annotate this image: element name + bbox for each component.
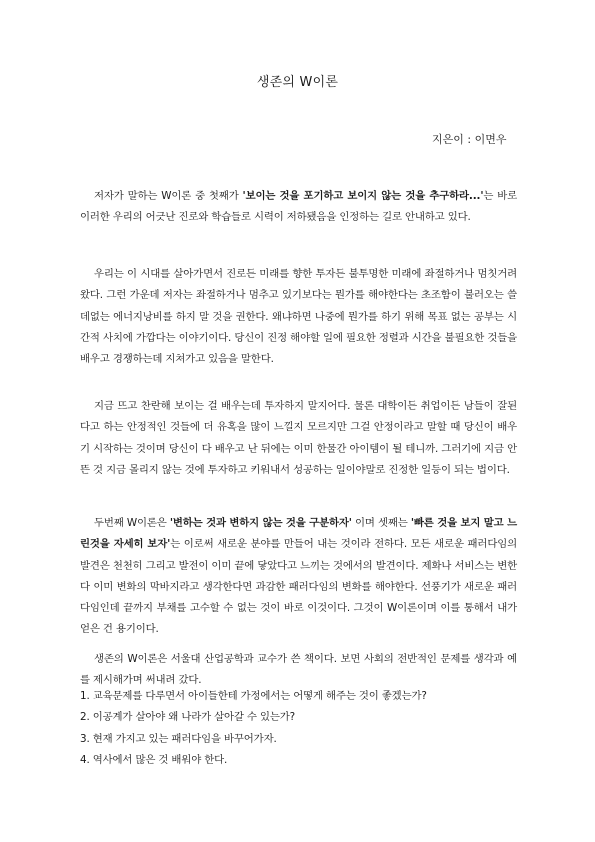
list-item: 1. 교육문제를 다루면서 아이들한테 가정에서는 어떻게 해주는 것이 좋겠는가? xyxy=(80,690,427,702)
paragraph-4 xyxy=(80,513,517,641)
paragraph-4-text-a: 두번째 W이론은 xyxy=(94,517,170,529)
paragraph-5: 생존의 W이론은 서울대 산업공학과 교수가 쓴 책이다. 보면 사회의 전반적인 문제를 생각과 예를 제시해가며 써내려 갔다. xyxy=(80,653,517,687)
list-item: 2. 이공계가 살아야 왜 나라가 살아갈 수 있는가? xyxy=(80,711,296,724)
paragraph-4-bold-2: '빠른 것을 보지 말고 느린것을 자세히 보자' xyxy=(80,517,517,551)
paragraph-3: 지금 뜨고 찬란해 보이는 걸 배우는데 투자하지 말지어다. 물론 대학이든 취업이든 남들이 잘된다고 하는 안정적인 것들에 더 유혹을 많이 느낄지 모르지만 그걸 안정이라고 말할 때 당신이 배우기 시작하는 것이며 당신이 다 배우고 난 뒤에는 이미 한물간 아이템이 될 테니까. 그러기에 지금 안뜬 것 지금 몰리지 않는 것에 투자하고 키워내서 성공하는 일이야말로 진정한 일등이 되는 법이다. xyxy=(80,400,517,476)
paragraph-4-bold-1: '변하는 것과 변하지 않는 것을 구분하자' xyxy=(169,517,352,529)
document-title: 생존의 W이론 xyxy=(256,75,339,90)
paragraph-1 xyxy=(80,186,517,229)
list-item: 3. 현재 가지고 있는 패러다임을 바꾸어가자. xyxy=(80,732,277,745)
paragraph-2: 우리는 이 시대를 살아가면서 진로든 미래를 향한 투자든 불투명한 미래에 좌절하거나 멈칫거려 왔다. 그런 가운데 저자는 좌절하거나 멈추고 있기보다는 뭔가를 해야한다는 초조함이 불러오는 쓸데없는 에너지낭비를 하지 말 것을 권한다. 왜냐하면 나중에 뭔가를 하기 위해 목표 없는 공부는 시간적 사치에 가깝다는 이야기이다. 당신이 진정 해야할 일에 필요한 정렬과 시간을 불필요한 것들을 배우고 경쟁하는데 지쳐가고 있음을 말한다. xyxy=(80,268,517,366)
paragraph-4-text-c: 는 이로써 새로운 분야를 만들어 내는 것이라 전하다. 모든 새로운 패러다임의 발견은 천천히 그리고 발전이 이미 끝에 닿았다고 느끼는 것에서의 발견이다. 제화나 서비스는 변한다 이미 변화의 막바지라고 생각한다면 과감한 패러다임의 변화를 해야한다. 선풍기가 새로운 패러다임인데 끝까지 부채를 고수할 수 없는 것이 바로 이것이다. 그것이 W이론이며 이를 통해서 내가 얻은 건 용기이다. xyxy=(80,538,517,636)
author-line: 지은이 : 이면우 xyxy=(432,133,507,146)
paragraph-4-text-b: 이며 셋째는 xyxy=(351,517,411,529)
paragraph-1-bold: '보이는 것을 포기하고 보이지 않는 것을 추구하라...' xyxy=(242,190,484,202)
paragraph-1-text-a: 저자가 말하는 W이론 중 첫째가 xyxy=(94,190,243,202)
list-item: 4. 역사에서 많은 것 배워야 한다. xyxy=(80,753,228,766)
paragraph-1-text-b: 는 바로 이러한 우리의 어긋난 진로와 학습들로 시력이 저하됐음을 인정하는 길로 안내하고 있다. xyxy=(80,190,517,224)
numbered-list xyxy=(80,686,517,771)
